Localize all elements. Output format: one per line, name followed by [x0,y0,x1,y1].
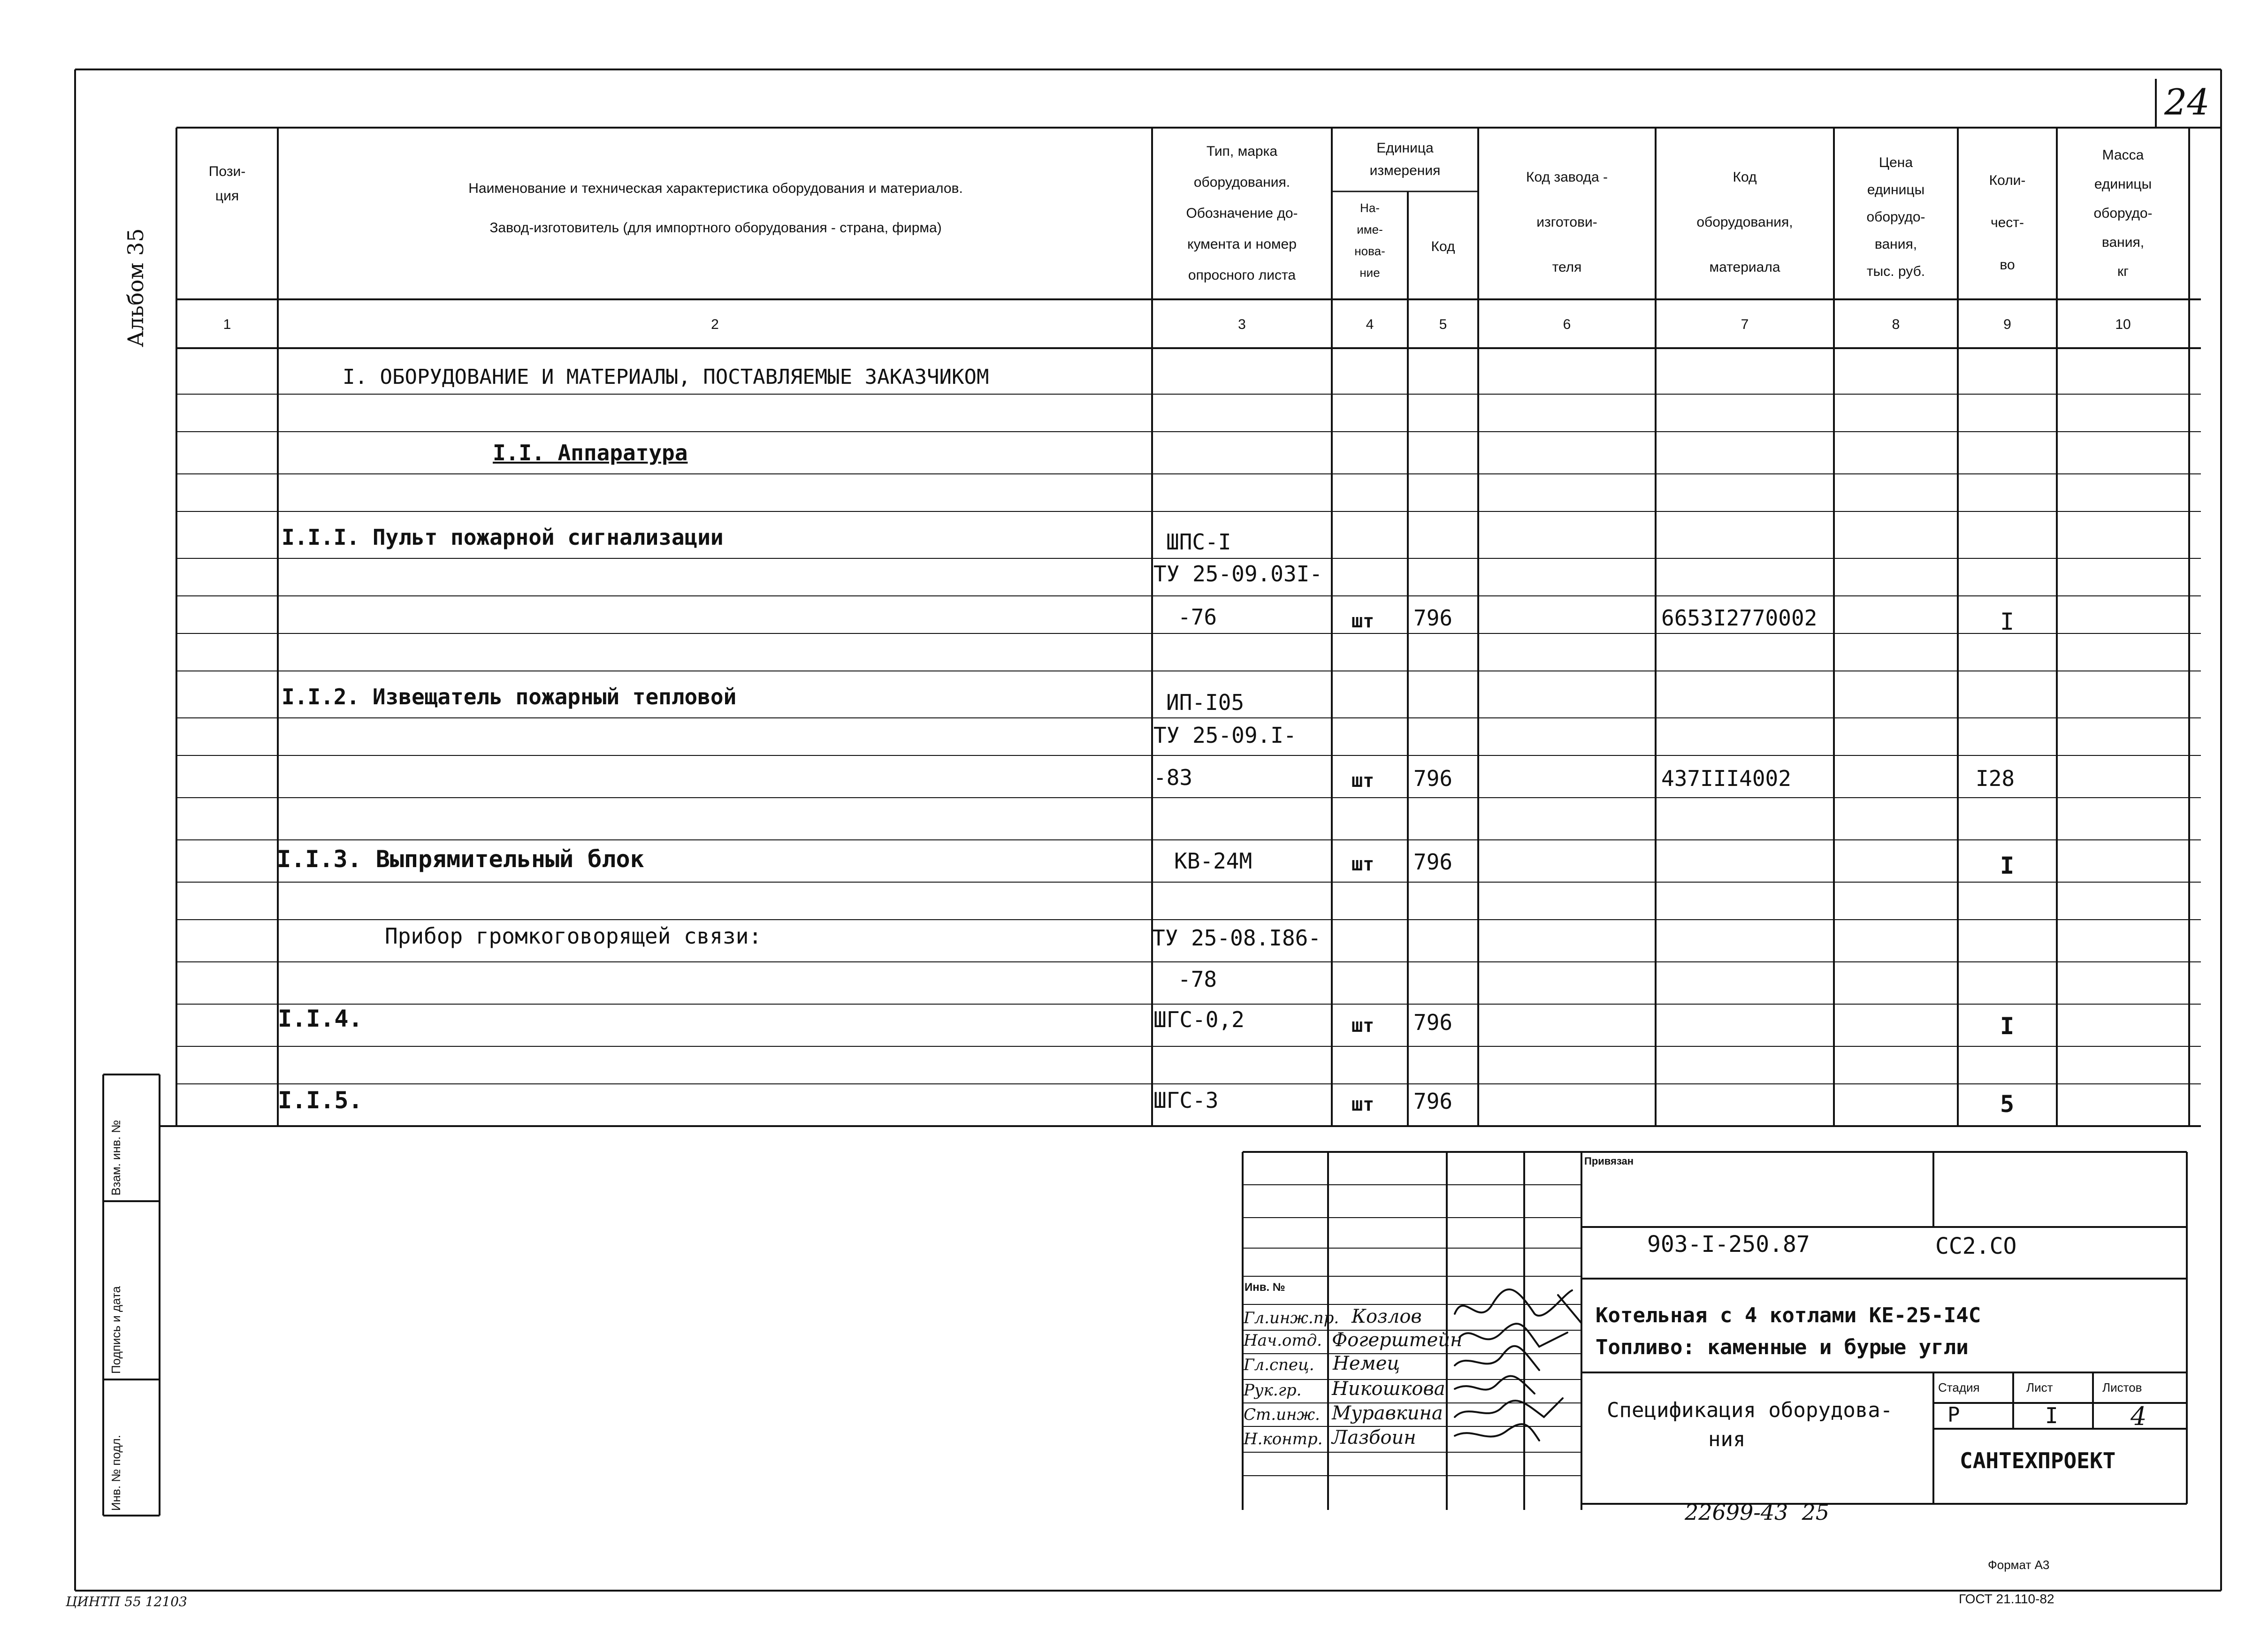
sheet-value: I [2045,1403,2058,1428]
table-row-type: -78 [1178,967,1217,992]
document-name-line2: ния [1708,1427,1746,1451]
table-row-equip-code: 437III4002 [1661,766,1791,791]
table-row-code: 796 [1413,766,1453,791]
header-type: Тип, марка оборудования. Обозначение до- кумента и номер опросного листа [1186,144,1298,283]
table-row-qty: I [2000,1013,2015,1040]
stamp-signature-date: Подпись и дата [109,1286,123,1374]
table-row-type: ТУ 25-08.I86- [1152,925,1321,951]
stage-label: Стадия [1938,1380,1980,1395]
linked-label: Привязан [1584,1155,1634,1167]
organization: САНТЕХПРОЕКТ [1960,1448,2116,1473]
stage-value: Р [1947,1403,1960,1427]
header-mass: Масса единицы оборудо- вания, кг [2093,147,2153,279]
signature-role: Нач.отд. [1244,1331,1322,1350]
signature-name: Никошкова [1332,1378,1445,1400]
table-row-type: -76 [1178,604,1217,630]
signature-scribbles [1445,1276,1586,1464]
sheet-code: СС2.СО [1935,1233,2017,1259]
header-unit-name: На- име- нова- ние [1354,201,1385,280]
table-row-name: I.I.3. Выпрямительный блок [277,846,644,873]
table-row-unit: шт [1352,610,1375,632]
header-factory-code: Код завода - изготови- теля [1526,169,1608,275]
album-label: Альбом 35 [123,228,148,347]
table-row-name: I.I.4. [278,1005,363,1032]
table-row-name: Прибор громкоговорящей связи: [385,923,762,949]
header-position: Пози- ция [208,164,246,204]
table-row-unit: шт [1352,1094,1375,1115]
cintp-label: ЦИНТП 55 12103 [66,1594,187,1609]
table-row-qty: I [2000,852,2015,879]
table-row-name: I.I.5. [278,1087,363,1114]
table-row-name: I.I.I. Пульт пожарной сигнализации [282,525,724,550]
header-price: Цена единицы оборудо- вания, тыс. руб. [1866,155,1925,279]
table-row-type: ШГС-3 [1153,1088,1219,1113]
table-row-type: КВ-24М [1174,848,1252,874]
header-unit: Единица измерения [1369,140,1441,178]
sheet-label: Лист [2026,1380,2053,1395]
table-row-qty: I [2000,608,2015,635]
table-row-equip-code: 6653I2770002 [1661,605,1817,631]
table-row-code: 796 [1413,1010,1453,1035]
document-name-line1: Спецификация оборудова- [1607,1398,1893,1422]
project-title-line1: Котельная с 4 котлами КЕ-25-I4С [1596,1303,1981,1327]
colnum-8: 8 [1892,317,1900,332]
table-row-qty: I28 [1976,766,2015,791]
table-row-type: ШГС-0,2 [1153,1007,1245,1032]
table-row-type: ТУ 25-09.I- [1153,723,1297,748]
colnum-1: 1 [223,317,231,332]
signature-name: Немец [1333,1353,1400,1374]
signature-name: Лазбоин [1332,1427,1416,1448]
colnum-10: 10 [2115,317,2131,332]
stamp-original-inv: Инв. № подл. [109,1435,123,1511]
header-equipment-code: Код оборудования, материала [1696,169,1793,275]
subsection-heading: I.I. Аппаратура [493,440,688,465]
project-title-line2: Топливо: каменные и бурые угли [1596,1335,1969,1359]
table-row-qty: 5 [2000,1090,2015,1118]
colnum-4: 4 [1366,317,1374,332]
colnum-2: 2 [711,317,719,332]
format-label: Формат А3 [1988,1558,2050,1572]
table-row-unit: шт [1352,853,1375,875]
header-name: Наименование и техническая характеристика оборудования и материалов. Завод-изготовитель (для импортного оборудования - страна, фирма) [468,181,963,236]
table-row-unit: шт [1352,770,1375,792]
document-code: 903-I-250.87 [1647,1231,1810,1257]
header-unit-code: Код [1431,239,1455,254]
signature-name: Козлов [1352,1306,1422,1327]
signature-role: Н.контр. [1244,1430,1323,1448]
colnum-6: 6 [1563,317,1571,332]
sheets-value: 4 [2131,1402,2147,1431]
colnum-5: 5 [1439,317,1447,332]
table-row-type: ИП-I05 [1166,690,1245,715]
page-number: 24 [2164,81,2210,123]
section-heading: I. ОБОРУДОВАНИЕ И МАТЕРИАЛЫ, ПОСТАВЛЯЕМЫЕ ЗАКАЗЧИКОМ [343,365,989,389]
signature-role: Ст.инж. [1244,1405,1320,1424]
colnum-3: 3 [1238,317,1246,332]
table-row-code: 796 [1413,849,1453,875]
table-row-type: ШПС-I [1166,529,1231,555]
table-row-unit: шт [1352,1015,1375,1036]
signature-role: Рук.гр. [1244,1381,1302,1400]
table-row-code: 796 [1413,1089,1453,1114]
signature-name: Фогерштейн [1332,1329,1463,1351]
table-row-name: I.I.2. Извещатель пожарный тепловой [282,684,737,709]
table-row-code: 796 [1413,605,1453,631]
signature-role: Гл.инж.пр. [1244,1309,1339,1327]
sheets-label: Листов [2102,1380,2142,1395]
signature-role: Гл.спец. [1244,1356,1314,1374]
table-row-type: -83 [1153,765,1193,790]
gost-label: ГОСТ 21.110-82 [1959,1592,2054,1606]
header-quantity: Коли- чест- во [1989,173,2026,273]
colnum-9: 9 [2003,317,2011,332]
colnum-7: 7 [1741,317,1749,332]
stamp-replacement-inv: Взам. инв. № [109,1120,123,1196]
signature-name: Муравкина [1332,1402,1443,1424]
archive-number: 22699-43 25 [1685,1500,1830,1525]
inventory-label: Инв. № [1245,1281,1285,1294]
table-row-type: ТУ 25-09.03I- [1153,561,1323,587]
